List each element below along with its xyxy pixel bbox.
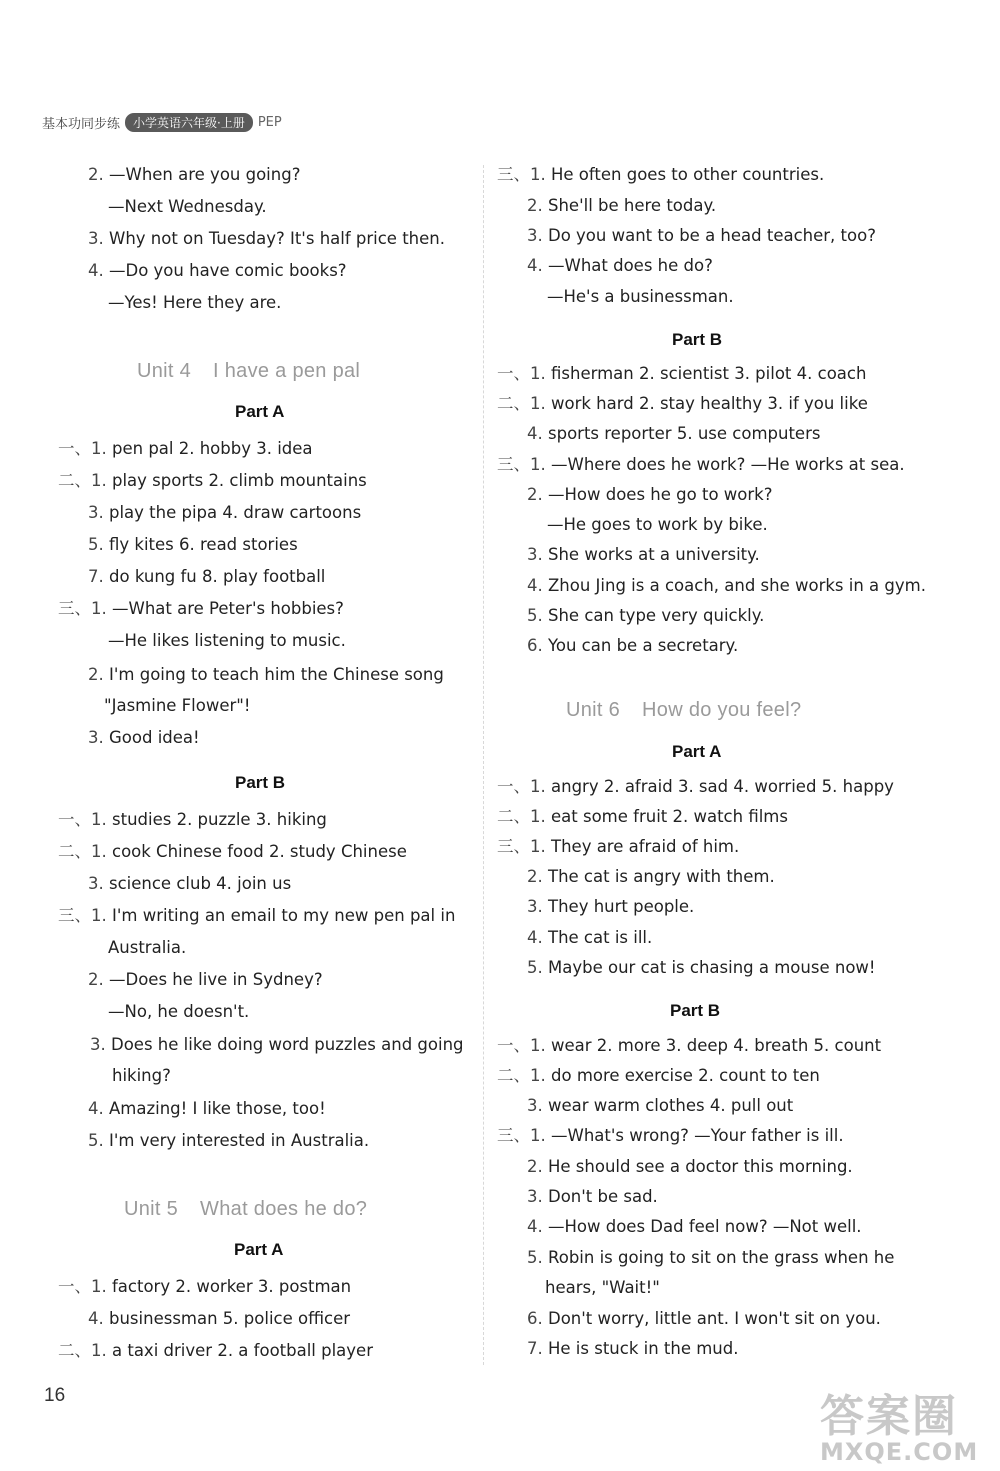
answer-line — [527, 1095, 793, 1117]
answer-text: I'm very interested in Australia. — [109, 1131, 370, 1150]
answer-text: businessman 5. police officer — [109, 1309, 351, 1328]
answer-line — [58, 438, 313, 460]
answer-line — [88, 566, 325, 588]
answer-line — [527, 1216, 862, 1238]
answer-text: Zhou Jing is a coach, and she works in a gym. — [548, 576, 926, 595]
item-number: 3. — [527, 545, 548, 564]
answer-line — [497, 363, 866, 385]
answer-text: They hurt people. — [548, 897, 695, 916]
watermark-logo: 答案圈 — [820, 1391, 958, 1442]
item-number: 二、1. — [497, 1066, 551, 1085]
answer-line — [527, 896, 694, 918]
item-number: 7. — [527, 1339, 548, 1358]
answer-line — [104, 695, 250, 717]
item-number: 3. — [88, 728, 109, 747]
answer-line — [527, 195, 716, 217]
item-number: 三、1. — [497, 1126, 551, 1145]
unit-name: What does he do? — [200, 1198, 368, 1220]
part-heading: Part B — [235, 773, 286, 792]
answer-text: hiking? — [112, 1066, 171, 1085]
answer-text: —No, he doesn't. — [108, 1002, 250, 1021]
answer-line — [88, 969, 323, 991]
answer-text: I'm writing an email to my new pen pal in — [112, 906, 456, 925]
grade-badge: 小学英语六年级·上册 — [125, 113, 253, 132]
answer-text: He is stuck in the mud. — [548, 1339, 739, 1358]
item-number: 2. — [527, 867, 548, 886]
item-number: 二、1. — [497, 394, 551, 413]
answer-text: play the pipa 4. draw cartoons — [109, 503, 362, 522]
answer-line — [527, 927, 652, 949]
answer-line — [527, 1186, 658, 1208]
answer-line — [88, 534, 298, 556]
page-number: 16 — [44, 1385, 66, 1406]
answer-text: —Next Wednesday. — [108, 197, 267, 216]
item-number: 3. — [88, 503, 109, 522]
answer-line — [527, 1247, 894, 1269]
answer-line — [108, 937, 186, 959]
answer-line — [88, 664, 444, 686]
answer-line — [527, 1338, 738, 1360]
item-number: 4. — [527, 928, 548, 947]
answer-line — [497, 806, 788, 828]
answer-line — [527, 423, 820, 445]
answer-line — [88, 873, 291, 895]
answer-line — [88, 1308, 350, 1330]
answer-line — [88, 164, 300, 186]
answer-line — [108, 196, 267, 218]
answer-line — [527, 1308, 881, 1330]
answer-line — [58, 470, 367, 492]
item-number: 4. — [88, 1309, 109, 1328]
answer-text: Don't be sad. — [548, 1187, 658, 1206]
answer-line — [527, 255, 713, 277]
part-heading: Part B — [672, 330, 723, 349]
item-number: 2. — [527, 196, 548, 215]
answer-text: eat some fruit 2. watch films — [551, 807, 788, 826]
item-number: 三、1. — [497, 165, 551, 184]
item-number: 4. — [527, 424, 548, 443]
item-number: 4. — [527, 576, 548, 595]
answer-line — [88, 228, 445, 250]
answer-text: —Do you have comic books? — [109, 261, 347, 280]
item-number: 5. — [527, 958, 548, 977]
answer-text: fisherman 2. scientist 3. pilot 4. coach — [551, 364, 867, 383]
item-number: 6. — [527, 636, 548, 655]
answer-text: —He's a businessman. — [547, 287, 734, 306]
answer-text: do kung fu 8. play football — [109, 567, 326, 586]
answer-line — [497, 164, 824, 186]
watermark-url: MXQE.COM — [820, 1438, 979, 1466]
answer-line — [545, 1277, 660, 1299]
answer-line — [112, 1065, 171, 1087]
answer-text: The cat is angry with them. — [548, 867, 775, 886]
unit-number: Unit 6 — [566, 699, 621, 721]
answer-line — [527, 1156, 853, 1178]
item-number: 三、1. — [58, 906, 112, 925]
answer-text: —When are you going? — [109, 165, 301, 184]
item-number: 3. — [527, 1187, 548, 1206]
answer-text: I'm going to teach him the Chinese song — [109, 665, 444, 684]
page-header — [42, 112, 282, 132]
item-number: 一、1. — [497, 364, 551, 383]
answer-line — [58, 1276, 351, 1298]
part-heading: Part B — [670, 1001, 721, 1020]
answer-line — [90, 1034, 464, 1056]
item-number: 一、1. — [58, 439, 112, 458]
answer-line — [527, 575, 926, 597]
answer-line — [527, 484, 772, 506]
answer-line — [527, 605, 764, 627]
item-number: 一、1. — [58, 1277, 112, 1296]
answer-text: —He likes listening to music. — [108, 631, 346, 650]
answer-text: —Where does he work? —He works at sea. — [551, 455, 905, 474]
answer-text: work hard 2. stay healthy 3. if you like — [551, 394, 868, 413]
item-number: 4. — [527, 256, 548, 275]
item-number: 二、1. — [58, 471, 112, 490]
unit-heading — [124, 1198, 367, 1221]
answer-text: Do you want to be a head teacher, too? — [548, 226, 876, 245]
answer-line — [88, 1098, 326, 1120]
answer-line — [58, 1340, 373, 1362]
answer-text: sports reporter 5. use computers — [548, 424, 821, 443]
item-number: 二、1. — [497, 807, 551, 826]
item-number: 一、1. — [497, 1036, 551, 1055]
answer-text: Don't worry, little ant. I won't sit on you. — [548, 1309, 881, 1328]
answer-text: cook Chinese food 2. study Chinese — [112, 842, 407, 861]
answer-text: —Yes! Here they are. — [108, 293, 282, 312]
answer-text: He should see a doctor this morning. — [548, 1157, 853, 1176]
item-number: 3. — [527, 1096, 548, 1115]
answer-text: She can type very quickly. — [548, 606, 765, 625]
answer-text: They are afraid of him. — [551, 837, 740, 856]
answer-line — [547, 286, 734, 308]
item-number: 5. — [527, 606, 548, 625]
part-heading: Part A — [234, 1240, 284, 1259]
answer-text: She works at a university. — [548, 545, 760, 564]
answer-text: —Does he live in Sydney? — [109, 970, 323, 989]
item-number: 3. — [527, 897, 548, 916]
answer-line — [108, 1001, 249, 1023]
item-number: 一、1. — [497, 777, 551, 796]
item-number: 3. — [88, 229, 109, 248]
answer-line — [58, 809, 327, 831]
answer-text: The cat is ill. — [548, 928, 653, 947]
edition-label: PEP — [257, 114, 282, 130]
answer-text: Maybe our cat is chasing a mouse now! — [548, 958, 876, 977]
item-number: 三、1. — [58, 599, 112, 618]
item-number: 7. — [88, 567, 109, 586]
item-number: 5. — [88, 1131, 109, 1150]
answer-line — [108, 630, 346, 652]
answer-text: He often goes to other countries. — [551, 165, 825, 184]
answer-text: —He goes to work by bike. — [547, 515, 768, 534]
answer-text: "Jasmine Flower"! — [104, 696, 251, 715]
item-number: 三、1. — [497, 455, 551, 474]
answer-line — [497, 776, 894, 798]
answer-text: a taxi driver 2. a football player — [112, 1341, 373, 1360]
answer-text: —What's wrong? —Your father is ill. — [551, 1126, 844, 1145]
item-number: 一、1. — [58, 810, 112, 829]
answer-text: wear 2. more 3. deep 4. breath 5. count — [551, 1036, 882, 1055]
answer-line — [527, 635, 738, 657]
answer-text: Amazing! I like those, too! — [109, 1099, 326, 1118]
item-number: 4. — [527, 1217, 548, 1236]
answer-line — [527, 957, 876, 979]
unit-heading — [137, 360, 360, 383]
unit-number: Unit 5 — [124, 1198, 179, 1220]
answer-line — [527, 225, 876, 247]
answer-text: Does he like doing word puzzles and going — [111, 1035, 464, 1054]
book-series: 基本功同步练 — [42, 116, 121, 132]
part-heading: Part A — [672, 742, 722, 761]
item-number: 3. — [88, 874, 109, 893]
unit-heading — [566, 699, 801, 722]
item-number: 5. — [88, 535, 109, 554]
answer-text: hears, "Wait!" — [545, 1278, 660, 1297]
unit-name: I have a pen pal — [213, 360, 361, 382]
item-number: 2. — [88, 970, 109, 989]
answer-text: Robin is going to sit on the grass when he — [548, 1248, 895, 1267]
unit-name: How do you feel? — [642, 699, 802, 721]
answer-line — [88, 1130, 369, 1152]
item-number: 2. — [527, 1157, 548, 1176]
part-heading: Part A — [235, 402, 285, 421]
answer-text: Good idea! — [109, 728, 200, 747]
answer-text: Why not on Tuesday? It's half price then. — [109, 229, 445, 248]
answer-text: —What does he do? — [548, 256, 713, 275]
answer-text: angry 2. afraid 3. sad 4. worried 5. happy — [551, 777, 894, 796]
item-number: 4. — [88, 261, 109, 280]
answer-line — [527, 544, 760, 566]
item-number: 6. — [527, 1309, 548, 1328]
answer-line — [497, 393, 868, 415]
item-number: 三、1. — [497, 837, 551, 856]
answer-line — [527, 866, 775, 888]
item-number: 二、1. — [58, 1341, 112, 1360]
item-number: 2. — [88, 665, 109, 684]
item-number: 3. — [90, 1035, 111, 1054]
answer-line — [497, 1065, 820, 1087]
answer-line — [497, 454, 905, 476]
answer-line — [497, 1125, 844, 1147]
answer-line — [58, 905, 455, 927]
answer-text: You can be a secretary. — [548, 636, 739, 655]
column-divider — [483, 165, 484, 1365]
answer-text: She'll be here today. — [548, 196, 717, 215]
answer-line — [497, 836, 739, 858]
item-number: 二、1. — [58, 842, 112, 861]
answer-text: pen pal 2. hobby 3. idea — [112, 439, 313, 458]
answer-line — [497, 1035, 881, 1057]
answer-line — [108, 292, 281, 314]
item-number: 5. — [527, 1248, 548, 1267]
item-number: 4. — [88, 1099, 109, 1118]
answer-text: Australia. — [108, 938, 187, 957]
answer-text: —How does Dad feel now? —Not well. — [548, 1217, 862, 1236]
item-number: 2. — [88, 165, 109, 184]
unit-number: Unit 4 — [137, 360, 192, 382]
answer-text: wear warm clothes 4. pull out — [548, 1096, 794, 1115]
answer-line — [88, 727, 200, 749]
answer-line — [88, 260, 347, 282]
answer-line — [58, 598, 344, 620]
answer-text: science club 4. join us — [109, 874, 292, 893]
answer-text: —What are Peter's hobbies? — [112, 599, 344, 618]
item-number: 3. — [527, 226, 548, 245]
answer-text: play sports 2. climb mountains — [112, 471, 367, 490]
answer-text: —How does he go to work? — [548, 485, 773, 504]
answer-line — [547, 514, 768, 536]
answer-text: factory 2. worker 3. postman — [112, 1277, 352, 1296]
answer-text: do more exercise 2. count to ten — [551, 1066, 820, 1085]
answer-text: studies 2. puzzle 3. hiking — [112, 810, 327, 829]
answer-text: fly kites 6. read stories — [109, 535, 298, 554]
answer-line — [88, 502, 361, 524]
answer-line — [58, 841, 407, 863]
item-number: 2. — [527, 485, 548, 504]
